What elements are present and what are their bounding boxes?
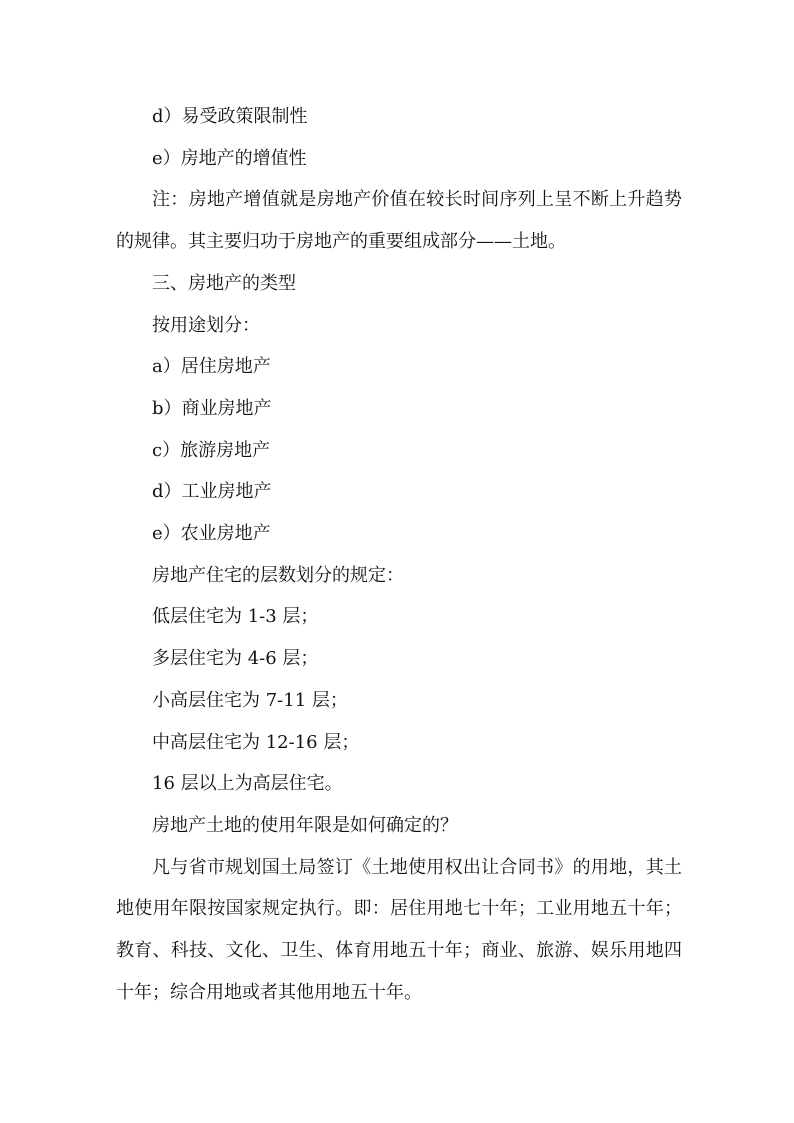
list-item-tourism: c）旅游房地产: [152, 439, 271, 461]
floor-rule-low: 低层住宅为 1-3 层；: [152, 606, 319, 628]
section-heading-types: 三、房地产的类型: [152, 272, 296, 294]
note-paragraph: 注：房地产增值就是房地产价值在较长时间序列上呈不断上升趋势的规律。其主要归功于房地产的重要组成部分——土地。: [116, 189, 682, 253]
document-body: [116, 96, 682, 1013]
list-item-agricultural: e）农业房地产: [152, 523, 271, 545]
floor-rules-intro: 房地产住宅的层数划分的规定：: [152, 564, 404, 586]
list-item-commercial: b）商业房地产: [152, 397, 272, 419]
floor-rule-high: 16 层以上为高层住宅。: [152, 773, 343, 795]
list-item-residential: a）居住房地产: [152, 356, 271, 378]
land-term-question: 房地产土地的使用年限是如何确定的？: [152, 814, 458, 836]
floor-rule-small-high: 小高层住宅为 7-11 层；: [152, 689, 348, 711]
list-item-industrial: d）工业房地产: [152, 481, 272, 503]
floor-rule-mid-high: 中高层住宅为 12-16 层；: [152, 731, 360, 753]
land-term-answer: 凡与省市规划国土局签订《土地使用权出让合同书》的用地，其土地使用年限按国家规定执行。即：居住用地七十年；工业用地五十年；教育、科技、文化、卫生、体育用地五十年；商业、旅游、娱乐用地四十年；综合用地或者其他用地五十年。: [116, 856, 682, 1003]
classification-intro: 按用途划分：: [152, 314, 260, 336]
list-item-appreciation: e）房地产的增值性: [152, 147, 307, 169]
list-item-policy-restriction: d）易受政策限制性: [152, 106, 308, 127]
floor-rule-multi: 多层住宅为 4-6 层；: [152, 648, 319, 670]
